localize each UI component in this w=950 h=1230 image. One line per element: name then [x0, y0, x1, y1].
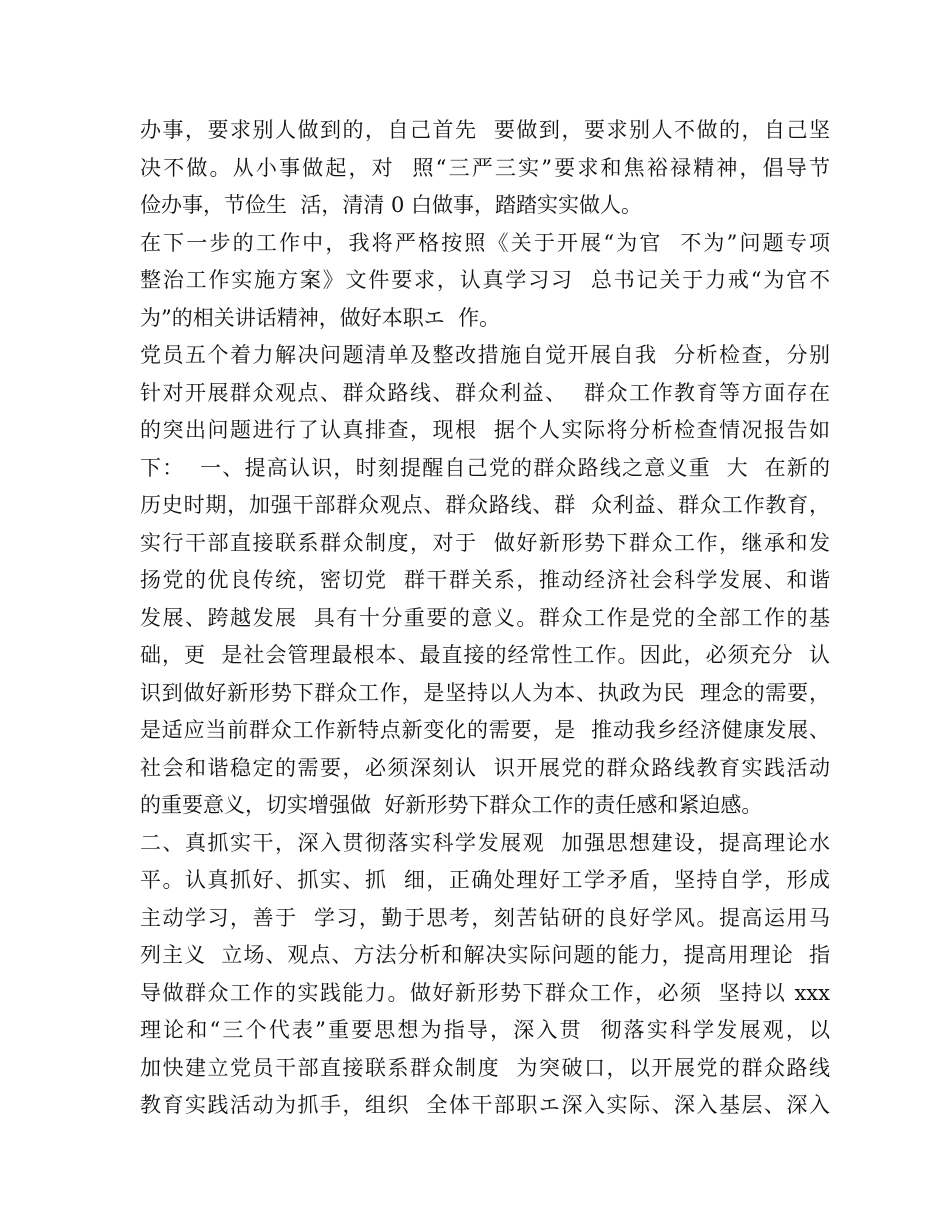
body-text	[140, 112, 830, 1125]
text-line: 实行干部直接联系群众制度，对于 做好新形势下群众工作，继承和发	[140, 530, 830, 555]
text-line: 列主义 立场、观点、方法分析和解决实际问题的能力，提高用理论 指	[140, 943, 830, 967]
text-line: 党员五个着力解决问题清单及整改措施自觉开展自我 分析检查，分别	[140, 343, 830, 367]
text-line: 决不做。从小事做起，对 照“三严三实”要求和焦裕禄精神，倡导节	[140, 155, 830, 180]
text-line: 教育实践活动为抓手，组织 全体干部职エ深入实际、深入基层、深入	[140, 1093, 830, 1117]
text-line: 础，更 是社会管理最根本、最直接的经常性工作。因此，必须充分 认	[140, 643, 830, 667]
text-line: 发展、跨越发展 具有十分重要的意义。群众工作是党的全部工作的基	[140, 605, 830, 630]
text-line: 二、真抓实干，深入贯彻落实科学发展观 加强思想建设，提高理论水	[140, 830, 830, 855]
text-line: 扬党的优良传统，密切党 群干群关系，推动经济社会科学发展、和谐	[140, 568, 830, 592]
text-line: 俭办事，节俭生 活，清清 0 白做事，踏踏实实做人。	[140, 193, 643, 217]
text-line: 社会和谐稳定的需要，必须深刻认 识开展党的群众路线教育实践活动	[140, 755, 830, 780]
text-line: 主动学习，善于 学习，勤于思考，刻苦钻研的良好学风。提高运用马	[140, 905, 830, 930]
text-line: 理论和“三个代表”重要思想为指导，深入贯 彻落实科学发展观，以	[140, 1018, 830, 1042]
text-line: 的重要意义，切实增强做 好新形势下群众工作的责任感和紧迫感。	[140, 793, 763, 817]
text-line: 的突出问题进行了认真排查，现根 据个人实际将分析检查情况报告如	[140, 418, 830, 442]
text-line: 下： 一、提高认识，时刻提醒自己党的群众路线之意义重 大 在新的	[140, 455, 830, 480]
text-line: 在下一步的工作中，我将严格按照《关于开展“为官 不为”问题专项	[140, 230, 830, 255]
text-line: 识到做好新形势下群众工作，是坚持以人为本、执政为民 理念的需要，	[140, 680, 830, 705]
text-line: 针对开展群众观点、群众路线、群众利益、 群众工作教育等方面存在	[140, 380, 830, 405]
text-line: 导做群众工作的实践能力。做好新形势下群众工作，必须 坚持以 xxx	[140, 980, 830, 1005]
text-line: 为”的相关讲话精神，做好本职エ 作。	[140, 305, 501, 330]
text-line: 整治工作实施方案》文件要求，认真学习习 总书记关于力戒“为官不	[140, 268, 830, 292]
text-line: 是适应当前群众工作新特点新变化的需要，是 推动我乡经济健康发展、	[140, 718, 830, 742]
text-line: 加快建立党员干部直接联系群众制度 为突破口，以开展党的群众路线	[140, 1055, 830, 1080]
text-line: 历史时期，加强干部群众观点、群众路线、群 众利益、群众工作教育，	[140, 493, 830, 517]
text-line: 办事，要求别人做到的，自己首先 要做到，要求别人不做的，自己坚	[140, 118, 830, 142]
text-line: 平。认真抓好、抓实、抓 细，正确处理好工学矛盾，坚持自学，形成	[140, 868, 830, 892]
